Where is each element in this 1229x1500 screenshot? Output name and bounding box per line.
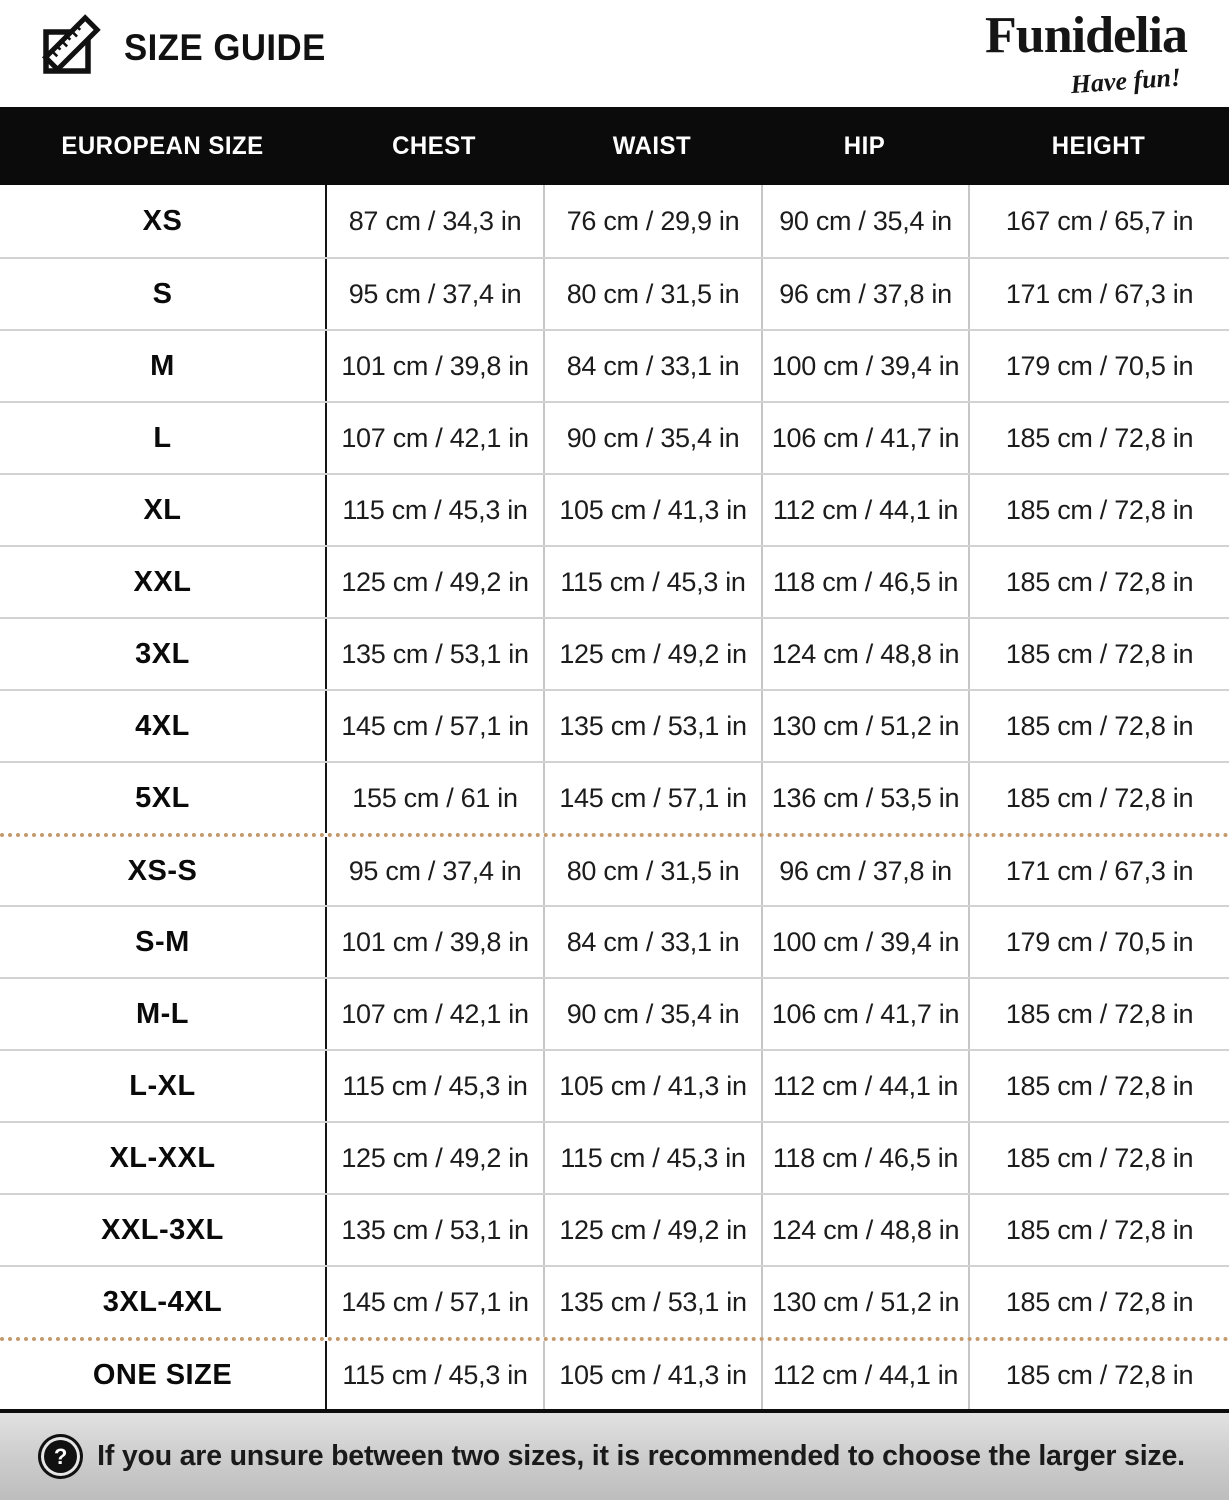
size-label: XS-S (127, 854, 198, 887)
measurement-value: 95 cm / 37,4 in (325, 837, 543, 905)
table-row (0, 473, 1229, 545)
measurement-value: 115 cm / 45,3 in (325, 1051, 543, 1121)
measurement-value: 105 cm / 41,3 in (543, 1341, 761, 1409)
footer-note-text: If you are unsure between two sizes, it is recommended to choose the larger size. (97, 1440, 1185, 1472)
measurement-value: 125 cm / 49,2 in (543, 1195, 761, 1265)
question-mark-circle-icon: ? (44, 1440, 77, 1473)
measurement-value: 179 cm / 70,5 in (968, 331, 1229, 401)
measurement-value: 115 cm / 45,3 in (325, 475, 543, 545)
table-row (0, 689, 1229, 761)
table-row (0, 617, 1229, 689)
measurement-value: 90 cm / 35,4 in (761, 185, 968, 257)
measurement-value: 179 cm / 70,5 in (968, 907, 1229, 977)
measurement-value: 105 cm / 41,3 in (543, 1051, 761, 1121)
page-title: SIZE GUIDE (124, 26, 326, 68)
measurement-value: 87 cm / 34,3 in (325, 185, 543, 257)
measurement-value: 145 cm / 57,1 in (325, 691, 543, 761)
ruler-square-icon (40, 14, 108, 81)
size-label: XXL-3XL (101, 1213, 224, 1246)
measurement-value: 136 cm / 53,5 in (761, 763, 968, 833)
measurement-value: 112 cm / 44,1 in (761, 1051, 968, 1121)
measurement-value: 84 cm / 33,1 in (543, 907, 761, 977)
measurement-value: 135 cm / 53,1 in (325, 619, 543, 689)
size-label: 3XL-4XL (102, 1285, 223, 1318)
measurement-value: 84 cm / 33,1 in (543, 331, 761, 401)
measurement-value: 107 cm / 42,1 in (325, 403, 543, 473)
size-label: S (152, 277, 173, 310)
brand-wordmark: Funidelia (985, 7, 1187, 64)
table-row (0, 1337, 1229, 1409)
measurement-value: 96 cm / 37,8 in (761, 259, 968, 329)
measurement-value: 101 cm / 39,8 in (325, 331, 543, 401)
table-row (0, 185, 1229, 257)
measurement-value: 167 cm / 65,7 in (968, 185, 1229, 257)
measurement-value: 112 cm / 44,1 in (761, 1341, 968, 1409)
measurement-value: 135 cm / 53,1 in (543, 1267, 761, 1337)
measurement-value: 96 cm / 37,8 in (761, 837, 968, 905)
measurement-value: 90 cm / 35,4 in (543, 403, 761, 473)
table-row (0, 1121, 1229, 1193)
measurement-value: 171 cm / 67,3 in (968, 259, 1229, 329)
measurement-value: 125 cm / 49,2 in (543, 619, 761, 689)
title-block (40, 14, 339, 81)
table-row (0, 833, 1229, 905)
table-row (0, 977, 1229, 1049)
column-header: HIP (843, 131, 886, 160)
column-header: EUROPEAN SIZE (61, 131, 264, 160)
table-row (0, 401, 1229, 473)
measurement-value: 124 cm / 48,8 in (761, 619, 968, 689)
size-label: S-M (135, 925, 190, 958)
measurement-value: 185 cm / 72,8 in (968, 403, 1229, 473)
size-label: 3XL (135, 637, 190, 670)
measurement-value: 115 cm / 45,3 in (325, 1341, 543, 1409)
brand-logo (985, 7, 1187, 100)
measurement-value: 185 cm / 72,8 in (968, 691, 1229, 761)
table-row (0, 905, 1229, 977)
column-header: HEIGHT (1051, 131, 1146, 160)
measurement-value: 185 cm / 72,8 in (968, 979, 1229, 1049)
size-table (0, 107, 1229, 1413)
measurement-value: 105 cm / 41,3 in (543, 475, 761, 545)
measurement-value: 101 cm / 39,8 in (325, 907, 543, 977)
measurement-value: 130 cm / 51,2 in (761, 1267, 968, 1337)
measurement-value: 125 cm / 49,2 in (325, 1123, 543, 1193)
size-label: XL-XXL (109, 1141, 216, 1174)
size-label: ONE SIZE (92, 1358, 233, 1391)
measurement-value: 80 cm / 31,5 in (543, 259, 761, 329)
size-label: L (153, 421, 172, 454)
measurement-value: 171 cm / 67,3 in (968, 837, 1229, 905)
measurement-value: 185 cm / 72,8 in (968, 619, 1229, 689)
measurement-value: 185 cm / 72,8 in (968, 763, 1229, 833)
size-label: M (150, 349, 175, 382)
table-row (0, 761, 1229, 833)
measurement-value: 106 cm / 41,7 in (761, 403, 968, 473)
measurement-value: 76 cm / 29,9 in (543, 185, 761, 257)
measurement-value: 115 cm / 45,3 in (543, 1123, 761, 1193)
measurement-value: 185 cm / 72,8 in (968, 1123, 1229, 1193)
column-header: WAIST (612, 131, 692, 160)
table-row (0, 1265, 1229, 1337)
measurement-value: 125 cm / 49,2 in (325, 547, 543, 617)
table-row (0, 1049, 1229, 1121)
table-row (0, 545, 1229, 617)
size-label: XL (143, 493, 182, 526)
measurement-value: 106 cm / 41,7 in (761, 979, 968, 1049)
footer-note-bar (0, 1413, 1229, 1500)
measurement-value: 185 cm / 72,8 in (968, 1267, 1229, 1337)
size-label: XS (142, 204, 183, 237)
measurement-value: 155 cm / 61 in (325, 763, 543, 833)
measurement-value: 100 cm / 39,4 in (761, 907, 968, 977)
size-label: M-L (135, 997, 190, 1030)
measurement-value: 185 cm / 72,8 in (968, 1341, 1229, 1409)
measurement-value: 185 cm / 72,8 in (968, 547, 1229, 617)
measurement-value: 107 cm / 42,1 in (325, 979, 543, 1049)
table-header-row (0, 107, 1229, 185)
table-row (0, 1193, 1229, 1265)
column-header: CHEST (392, 131, 476, 160)
brand-tagline: Have fun! (1069, 62, 1182, 100)
size-label: 4XL (135, 709, 190, 742)
size-label: XXL (133, 565, 192, 598)
measurement-value: 145 cm / 57,1 in (543, 763, 761, 833)
measurement-value: 90 cm / 35,4 in (543, 979, 761, 1049)
measurement-value: 118 cm / 46,5 in (761, 1123, 968, 1193)
measurement-value: 145 cm / 57,1 in (325, 1267, 543, 1337)
measurement-value: 95 cm / 37,4 in (325, 259, 543, 329)
measurement-value: 185 cm / 72,8 in (968, 1051, 1229, 1121)
measurement-value: 80 cm / 31,5 in (543, 837, 761, 905)
table-row (0, 329, 1229, 401)
measurement-value: 124 cm / 48,8 in (761, 1195, 968, 1265)
measurement-value: 118 cm / 46,5 in (761, 547, 968, 617)
table-row (0, 257, 1229, 329)
measurement-value: 100 cm / 39,4 in (761, 331, 968, 401)
measurement-value: 135 cm / 53,1 in (325, 1195, 543, 1265)
size-label: 5XL (135, 781, 190, 814)
size-label: L-XL (129, 1069, 196, 1102)
measurement-value: 185 cm / 72,8 in (968, 475, 1229, 545)
page-header (0, 0, 1229, 107)
measurement-value: 130 cm / 51,2 in (761, 691, 968, 761)
measurement-value: 185 cm / 72,8 in (968, 1195, 1229, 1265)
measurement-value: 112 cm / 44,1 in (761, 475, 968, 545)
measurement-value: 115 cm / 45,3 in (543, 547, 761, 617)
measurement-value: 135 cm / 53,1 in (543, 691, 761, 761)
